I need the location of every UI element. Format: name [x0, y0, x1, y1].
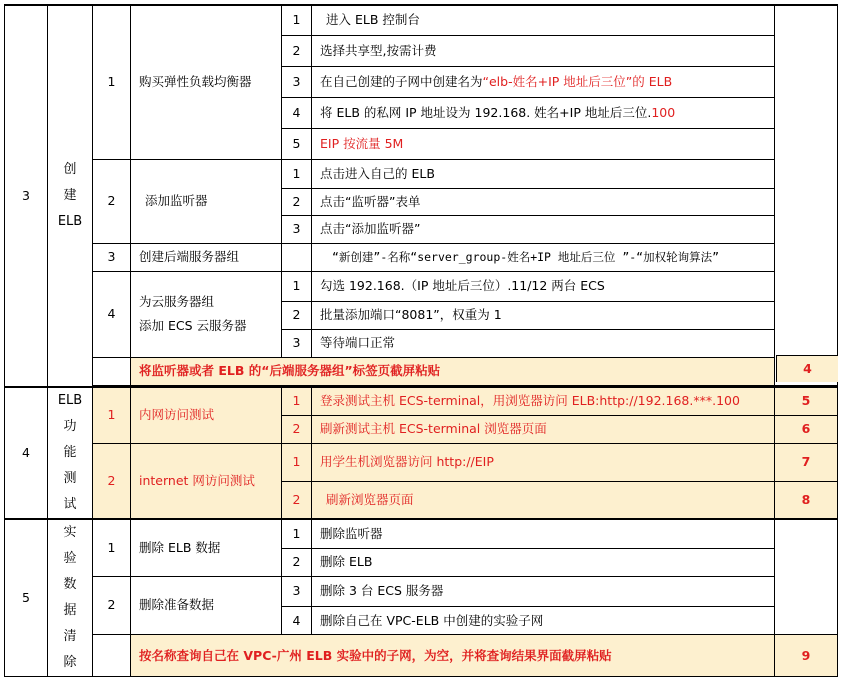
group-title: internet 网访问测试 — [131, 443, 282, 519]
step-number: 4 — [282, 607, 312, 635]
section-number: 3 — [5, 5, 48, 387]
section-title: 实 验 数 据 清 除 — [48, 519, 93, 677]
step-number: 3 — [282, 576, 312, 607]
table-row — [5, 159, 838, 188]
step-number: 1 — [282, 5, 312, 35]
table-row — [5, 576, 838, 607]
section-number: 5 — [5, 519, 48, 677]
screenshot-number: 9 — [775, 635, 838, 677]
score-cell — [775, 5, 838, 385]
step-number: 1 — [282, 443, 312, 481]
step-text: 勾选 192.168.（IP 地址后三位）.11/12 两台 ECS — [312, 271, 775, 301]
table-row — [5, 519, 838, 548]
step-number: 1 — [282, 159, 312, 188]
section-number: 4 — [5, 387, 48, 519]
step-number: 2 — [282, 481, 312, 519]
step-number: 3 — [282, 66, 312, 97]
step-text: 删除自己在 VPC-ELB 中创建的实验子网 — [312, 607, 775, 635]
step-text: 进入 ELB 控制台 — [312, 5, 775, 35]
step-number: 2 — [282, 35, 312, 66]
step-number: 4 — [282, 97, 312, 128]
screenshot-number: 8 — [775, 481, 838, 519]
step-text: 在自己创建的子网中创建名为“elb-姓名+IP 地址后三位”的 ELB — [312, 66, 775, 97]
table-row — [5, 443, 838, 481]
group-title: 删除准备数据 — [131, 576, 282, 635]
group-number: 1 — [93, 387, 131, 443]
section-title: 创 建 ELB — [48, 5, 93, 387]
group-number: 3 — [93, 243, 131, 271]
step-number: 2 — [282, 548, 312, 576]
screenshot-number: 6 — [775, 415, 838, 443]
section-title: ELB 功 能 测 试 — [48, 387, 93, 519]
table-row — [5, 357, 838, 385]
step-number — [282, 243, 312, 271]
group-title: 添加监听器 — [131, 159, 282, 243]
step-text: 删除监听器 — [312, 519, 775, 548]
step-text: 点击进入自己的 ELB — [312, 159, 775, 188]
step-text: 选择共享型,按需计费 — [312, 35, 775, 66]
group-number: 1 — [93, 519, 131, 576]
step-text: 用学生机浏览器访问 http://EIP — [312, 443, 775, 481]
step-text: 点击“添加监听器” — [312, 215, 775, 243]
step-number: 1 — [282, 271, 312, 301]
step-number: 2 — [282, 188, 312, 215]
step-number: 1 — [282, 519, 312, 548]
group-number: 4 — [93, 271, 131, 357]
step-text: 刷新测试主机 ECS-terminal 浏览器页面 — [312, 415, 775, 443]
step-text: 登录测试主机 ECS-terminal，用浏览器访问 ELB:http://192.168.***.100 — [312, 387, 775, 415]
group-title: 内网访问测试 — [131, 387, 282, 443]
step-number: 2 — [282, 415, 312, 443]
step-number: 2 — [282, 301, 312, 329]
elb-lab-steps-table — [4, 4, 838, 677]
screenshot-number: 4 — [776, 355, 838, 382]
table-row — [5, 387, 838, 415]
group-title: 删除 ELB 数据 — [131, 519, 282, 576]
empty-cell — [93, 635, 131, 677]
score-cell — [775, 519, 838, 635]
table-row — [5, 243, 838, 271]
screenshot-task: 将监听器或者 ELB 的“后端服务器组”标签页截屏粘贴 — [131, 357, 775, 385]
table-row — [5, 635, 838, 677]
step-text: 删除 ELB — [312, 548, 775, 576]
step-number: 5 — [282, 128, 312, 159]
group-title: 为云服务器组 添加 ECS 云服务器 — [131, 271, 282, 357]
step-text: 刷新浏览器页面 — [312, 481, 775, 519]
step-text: 批量添加端口“8081”，权重为 1 — [312, 301, 775, 329]
step-text: 点击“监听器”表单 — [312, 188, 775, 215]
empty-cell — [93, 357, 131, 385]
step-text: 将 ELB 的私网 IP 地址设为 192.168. 姓名+IP 地址后三位.100 — [312, 97, 775, 128]
group-title: 创建后端服务器组 — [131, 243, 282, 271]
step-text: “新创建”-名称“server_group-姓名+IP 地址后三位 ”-“加权轮询算法” — [312, 243, 775, 271]
step-number: 1 — [282, 387, 312, 415]
step-text: EIP 按流量 5M — [312, 128, 775, 159]
step-text: 删除 3 台 ECS 服务器 — [312, 576, 775, 607]
group-title: 购买弹性负载均衡器 — [131, 5, 282, 159]
group-number: 1 — [93, 5, 131, 159]
screenshot-number: 7 — [775, 443, 838, 481]
screenshot-number: 5 — [775, 387, 838, 415]
step-text: 等待端口正常 — [312, 329, 775, 357]
table-row — [5, 5, 838, 35]
step-number: 3 — [282, 215, 312, 243]
table-row — [5, 271, 838, 301]
group-number: 2 — [93, 443, 131, 519]
step-number: 3 — [282, 329, 312, 357]
group-number: 2 — [93, 159, 131, 243]
group-number: 2 — [93, 576, 131, 635]
screenshot-task: 按名称查询自己在 VPC-广州 ELB 实验中的子网，为空，并将查询结果界面截屏粘贴 — [131, 635, 775, 677]
